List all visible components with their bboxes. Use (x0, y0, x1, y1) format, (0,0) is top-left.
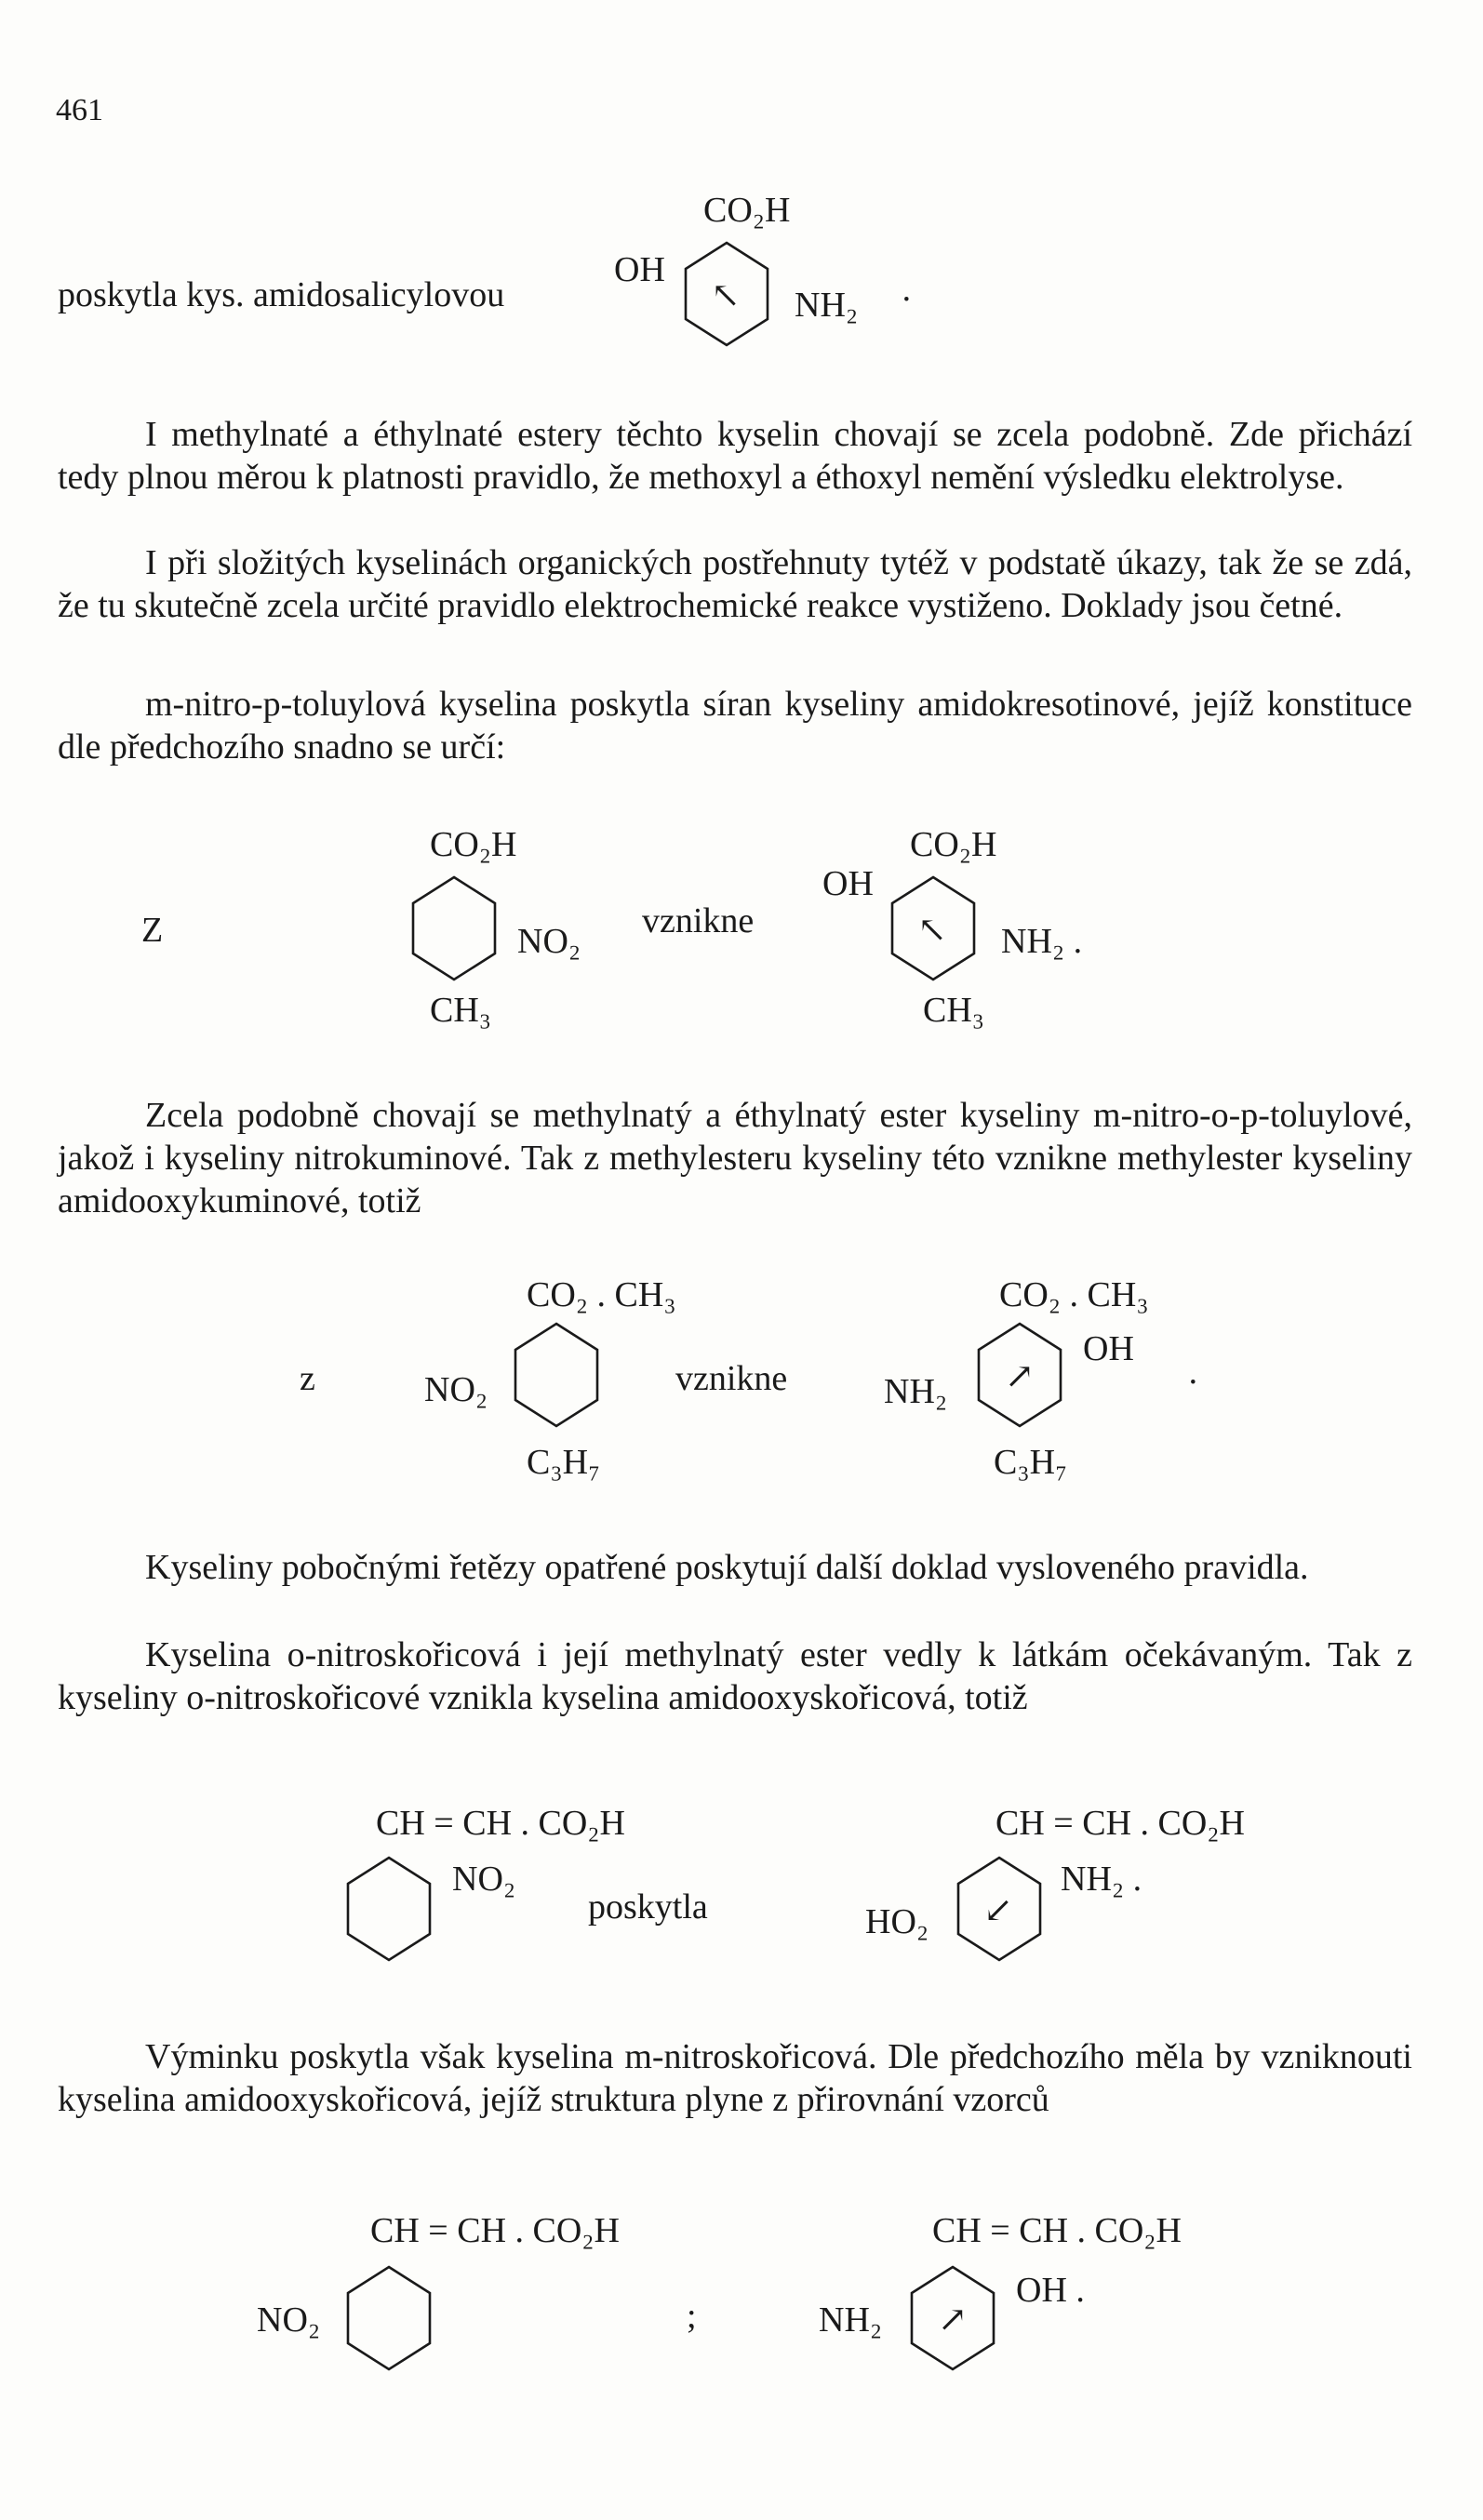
f5-b-arrow: ↗ (938, 2300, 968, 2340)
f2-b-left: OH (822, 864, 874, 903)
formula-1-lead-text: poskytla kys. amidosalicylovou (58, 275, 505, 314)
f5-a-left: NO₂ (257, 2300, 321, 2340)
f5-b-left: NH₂ (819, 2300, 883, 2340)
f5-a-top: CH = CH . CO₂H (370, 2211, 620, 2250)
f1-top: CO₂H (703, 191, 791, 230)
f3-a-ring (515, 1324, 597, 1426)
f2-a-right: NO₂ (517, 922, 581, 961)
f5-b-right: OH . (1016, 2271, 1085, 2310)
f4-a-ring (348, 1858, 430, 1960)
f4-b-right: NH₂ . (1061, 1860, 1142, 1899)
paragraph-complex-acids: I při složitých kyselinách organických postřehnuty tytéž v podstatě úkazy, tak že se zdá, že tu skutečně zcela určité pravidlo elektrochemické reakce vystiženo. Doklady jsou četné. (58, 543, 1412, 625)
paragraph-esters: I methylnaté a éthylnaté estery těchto kyselin chovají se zcela podobně. Zde přichází tedy plnou měrou k platnosti pravidlo, že methoxyl a éthoxyl nemění výsledku elektrolyse. (58, 415, 1412, 497)
f2-b-bottom: CH₃ (923, 991, 985, 1030)
page-number: 461 (56, 93, 103, 127)
f3-z: z (300, 1359, 315, 1398)
f2-a-top: CO₂H (430, 825, 517, 864)
paragraph-exception: Výminku poskytla však kyselina m-nitroskořicová. Dle předchozího měla by vzniknouti kyselina amidooxyskořicová, jejíž struktura plyne z přirovnání vzorců (58, 2037, 1412, 2119)
paragraph-side-chains: Kyseliny pobočnými řetězy opatřené poskytují další doklad vysloveného pravidla. (145, 1548, 1309, 1587)
f2-b-arrow: ↖ (917, 911, 947, 950)
f3-a-left: NO₂ (424, 1370, 488, 1409)
formula-4 (348, 1804, 1245, 1960)
f3-verb: vznikne (675, 1359, 788, 1398)
f5-a-ring (348, 2267, 430, 2369)
f2-z: Z (141, 911, 164, 950)
f4-b-arrow: ↙ (983, 1891, 1013, 1930)
f1-arrow: ↖ (711, 276, 741, 315)
f3-a-top: CO₂ . CH₃ (527, 1275, 676, 1314)
formula-2 (141, 825, 1082, 1030)
f3-b-right: OH (1083, 1329, 1134, 1368)
f3-b-top: CO₂ . CH₃ (999, 1275, 1149, 1314)
f4-a-right: NO₂ (452, 1860, 516, 1899)
f4-a-top: CH = CH . CO₂H (376, 1804, 625, 1843)
f3-b-bottom: C₃H₇ (994, 1443, 1068, 1482)
f2-a-ring (413, 877, 495, 980)
f4-b-left: HO₂ (865, 1902, 929, 1941)
f4-b-top: CH = CH . CO₂H (995, 1804, 1245, 1843)
f1-left: OH (614, 250, 665, 289)
paragraph-esters-cumic: Zcela podobně chovají se methylnatý a éthylnatý ester kyseliny m-nitro-o-p-toluylové, jakož i kyseliny nitrokuminové. Tak z methylesteru kyseliny této vznikne methylester kyseliny amidooxykuminové, totiž (58, 1096, 1412, 1220)
f1-right: NH₂ (795, 286, 859, 325)
paragraph-toluic-acid: m-nitro-p-toluylová kyselina poskytla síran kyseliny amidokresotinové, jejíž konstituce dle předchozího snadno se určí: (58, 685, 1412, 767)
f3-dot: · (1187, 1363, 1199, 1402)
f2-b-right: NH₂ . (1001, 922, 1083, 961)
f1-after: · (901, 280, 913, 319)
f2-b-top: CO₂H (910, 825, 997, 864)
f5-b-top: CH = CH . CO₂H (932, 2211, 1182, 2250)
f2-verb: vznikne (642, 901, 755, 940)
formula-3 (300, 1275, 1199, 1482)
paragraph-cinnamic-acid: Kyselina o-nitroskořicová i její methylnatý ester vedly k látkám očekávaným. Tak z kyseliny o-nitroskořicové vznikla kyselina amidooxyskořicová, totiž (58, 1635, 1412, 1717)
f3-a-bottom: C₃H₇ (527, 1443, 601, 1482)
f2-a-bottom: CH₃ (430, 991, 492, 1030)
formula-5 (257, 2211, 1182, 2369)
f3-b-left: NH₂ (884, 1372, 948, 1411)
f3-b-arrow: ↗ (1005, 1357, 1035, 1396)
f4-verb: poskytla (588, 1887, 708, 1927)
f5-sep: ; (687, 2297, 697, 2336)
formula-1 (614, 191, 913, 345)
